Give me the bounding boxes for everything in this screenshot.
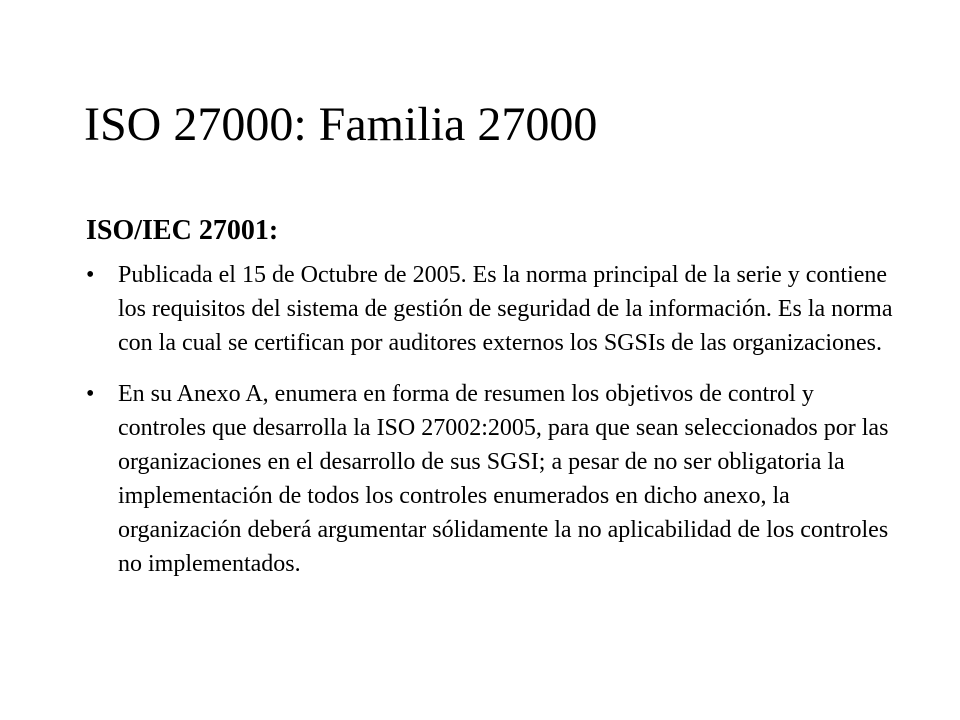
bullet-text: En su Anexo A, enumera en forma de resumen los objetivos de control y controles que desarrolla la ISO 27002:2005, para que sean seleccionados por las organizaciones en el desarrollo de sus SGSI; a pesar de no ser obligatoria la implementación de todos los controles enumerados en dicho anexo, la organización deberá argumentar sólidamente la no aplicabilidad de los controles no implementados. xyxy=(118,381,889,577)
bullet-item xyxy=(86,377,896,581)
bullet-item xyxy=(86,258,896,360)
slide-title: ISO 27000: Familia 27000 xyxy=(84,98,598,151)
slide-subtitle: ISO/IEC 27001: xyxy=(86,215,279,246)
bullet-list xyxy=(86,258,896,581)
bullet-icon: • xyxy=(86,262,95,288)
bullet-icon: • xyxy=(86,381,95,407)
bullet-text: Publicada el 15 de Octubre de 2005. Es la norma principal de la serie y contiene los requisitos del sistema de gestión de seguridad de la información. Es la norma con la cual se certifican por auditores externos los SGSIs de las organizaciones. xyxy=(118,262,893,356)
